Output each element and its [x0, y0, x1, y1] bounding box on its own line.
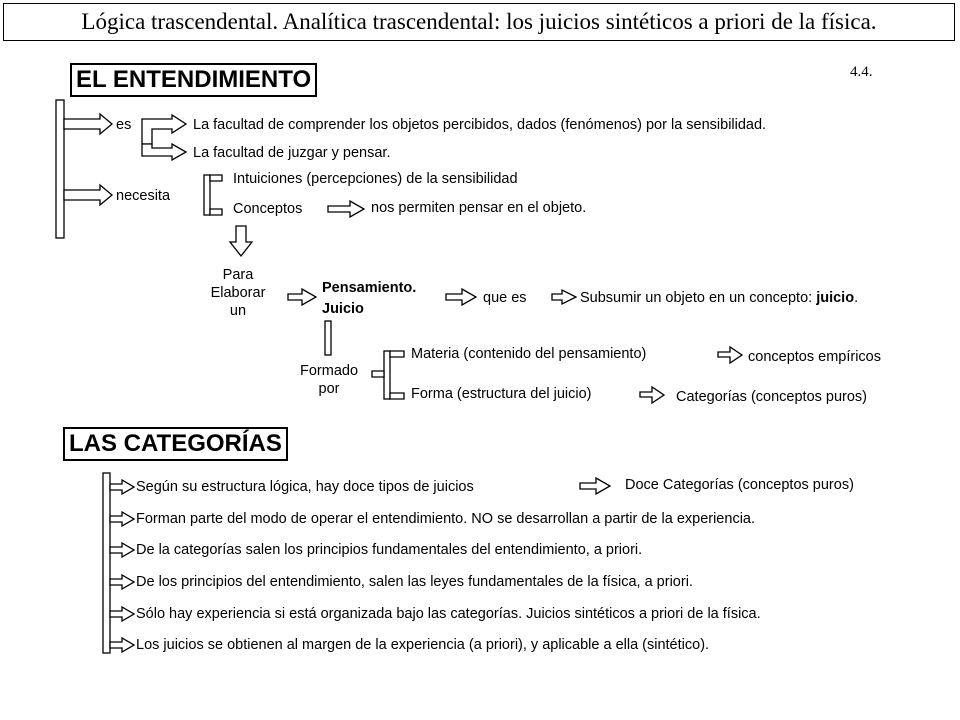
text-conceptos: Conceptos [233, 201, 303, 217]
text-forma: Forma (estructura del juicio) [411, 386, 592, 402]
arrow-pensamiento [446, 289, 476, 305]
text-doce-categorias: Doce Categorías (conceptos puros) [625, 477, 854, 493]
categoria-item-6: Los juicios se obtienen al margen de la experiencia (a priori), y aplicable a ella (sintético). [136, 637, 710, 653]
bracket-formado-top [390, 351, 404, 357]
bracket-necesita-bottom [210, 209, 222, 215]
categoria-item-4: De los principios del entendimiento, salen las leyes fundamentales de la física, a priori. [136, 574, 693, 590]
text-forma-result: Categorías (conceptos puros) [676, 389, 868, 405]
text-para-elaborar [190, 266, 286, 320]
text-pensamiento-juicio [322, 279, 416, 318]
text-subsumir [580, 289, 858, 307]
arrow-down-para [230, 226, 252, 256]
arrow-cat-4 [110, 575, 134, 589]
slide-title: Lógica trascendental. Analítica trascendental: los juicios sintéticos a priori de la física. [3, 3, 955, 41]
text-intuiciones: Intuiciones (percepciones) de la sensibilidad [233, 171, 518, 187]
arrow-es [64, 114, 112, 134]
formado-line-2: por [318, 381, 340, 397]
main-bracket-bar [56, 100, 64, 238]
connector-juicio-formado [325, 321, 331, 355]
arrow-materia [718, 347, 742, 363]
arrow-conceptos [328, 201, 364, 217]
categoria-item-2: Forman parte del modo de operar el entendimiento. NO se desarrollan a partir de la experiencia. [136, 511, 756, 527]
subsumir-bold: juicio [816, 290, 855, 306]
pensamiento-line-1: Pensamiento. [322, 280, 417, 296]
arrow-que-es [552, 290, 576, 304]
categoria-item-3: De la categorías salen los principios fundamentales del entendimiento, a priori. [136, 542, 643, 558]
heading-entendimiento: EL ENTENDIMIENTO [70, 63, 317, 97]
pensamiento-line-2: Juicio [322, 301, 364, 317]
subsumir-suffix: . [854, 290, 859, 306]
heading-categorias: LAS CATEGORÍAS [63, 427, 288, 461]
categorias-bracket-bar [103, 473, 110, 653]
arrow-necesita [64, 185, 112, 205]
bracket-necesita-top [210, 175, 222, 181]
formado-line-1: Formado [299, 363, 359, 379]
text-materia: Materia (contenido del pensamiento) [411, 346, 647, 362]
text-que-es: que es [483, 290, 527, 306]
es-item-juzgar: La facultad de juzgar y pensar. [193, 145, 391, 161]
subsumir-prefix: Subsumir un objeto en un concepto: [580, 290, 817, 306]
para-line-1: Para [222, 267, 254, 283]
slide-number: 4.4. [850, 64, 873, 80]
para-line-2: Elaborar [210, 285, 266, 301]
arrow-cat-6 [110, 638, 134, 652]
arrow-doce [580, 478, 610, 494]
arrow-cat-2 [110, 512, 134, 526]
bracket-formado-bar [384, 351, 390, 399]
text-formado-por [284, 362, 374, 398]
bracket-formado-bottom [390, 393, 404, 399]
arrow-cat-3 [110, 543, 134, 557]
para-line-3: un [229, 303, 247, 319]
bracket-es-bottom [142, 144, 186, 160]
arrow-cat-5 [110, 607, 134, 621]
bracket-necesita-bar [204, 175, 210, 215]
es-item-comprender: La facultad de comprender los objetos percibidos, dados (fenómenos) por la sensibilidad. [193, 117, 767, 133]
arrow-para [288, 289, 316, 305]
text-conceptos-result: nos permiten pensar en el objeto. [371, 200, 587, 216]
arrow-forma [640, 387, 664, 403]
label-es: es [116, 117, 132, 133]
categoria-item-5: Sólo hay experiencia si está organizada bajo las categorías. Juicios sintéticos a priori de la física. [136, 606, 761, 622]
arrow-cat-1 [110, 480, 134, 494]
text-materia-result: conceptos empíricos [748, 349, 881, 365]
label-necesita: necesita [116, 188, 171, 204]
bracket-es-top [142, 115, 186, 144]
categoria-item-1: Según su estructura lógica, hay doce tipos de juicios [136, 479, 474, 495]
